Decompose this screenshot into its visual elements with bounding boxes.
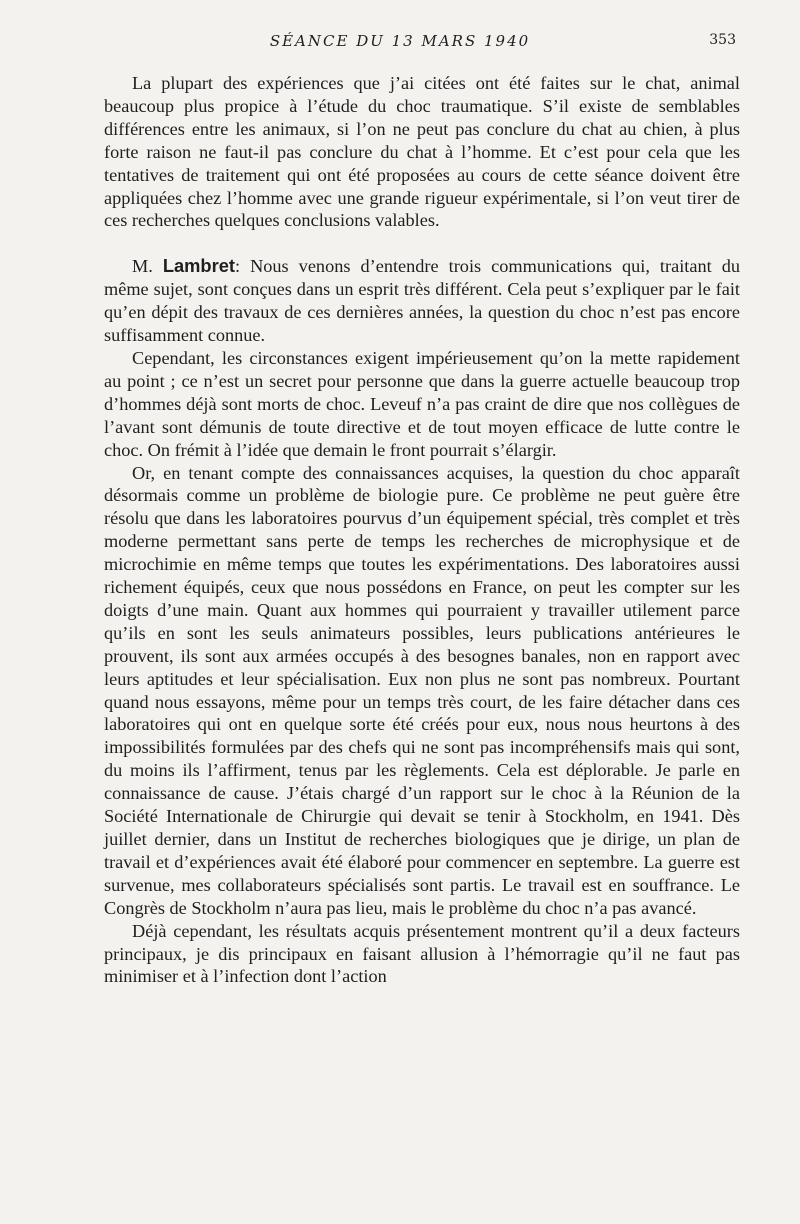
- speaker-name: Lambret: [162, 255, 235, 277]
- page-number: 353: [709, 32, 736, 48]
- speaker-text: : Nous venons d’entendre trois communications qui, traitant du même sujet, sont conçues dans un esprit très différent. Cela peut s’expliquer par le fait qu’en dépit des travaux de ces dernières années, la question du choc n’est pas encore suffisamment connue.: [104, 256, 740, 346]
- paragraph-speaker: [104, 255, 740, 347]
- paragraph: Déjà cependant, les résultats acquis présentement montrent qu’il a deux facteurs principaux, je dis principaux en faisant allusion à l’hémorragie qu’il ne faut pas minimiser et à l’infection dont l’action: [104, 920, 740, 987]
- speaker-prefix: M.: [132, 256, 153, 277]
- running-title: SÉANCE DU 13 MARS 1940: [269, 32, 531, 50]
- page-header: [0, 32, 800, 58]
- paragraph: Or, en tenant compte des connaissances acquises, la question du choc apparaît désormais comme un problème de biologie pure. Ce problème ne peut guère être résolu que dans les laboratoires pourvus d’un équipement spécial, très complet et très moderne permettant sans perte de temps les recherches de microphysique et de microchimie en même temps que toutes les expérimentations. Des laboratoires aussi richement équipés, ceux que nous possédons en France, on peut les compter sur les doigts d’une main. Quant aux hommes qui pourraient y travailler utilement parce qu’ils en sont les seuls animateurs possibles, leurs publications antérieures le prouvent, ils sont aux armées occupés à des besognes banales, non en rapport avec leurs aptitudes et leur spécialisation. Eux non plus ne sont pas nombreux. Pourtant quand nous essayons, même pour un temps très court, de les faire détacher dans ces laboratoires qui ont en quelque sorte été créés pour eux, nous nous heurtons à des impossibilités formulées par des chefs qui ne sont pas incompréhensifs mais qui sont, du moins ils l’affirment, tenus par les règlements. Cela est déplorable. Je parle en connaissance de cause. J’étais chargé d’un rapport sur le choc à la Réunion de la Société Internationale de Chirurgie qui devait se tenir à Stockholm, en 1941. Dès juillet dernier, dans un Institut de recherches biologiques que je dirige, un plan de travail et d’expériences avait été élaboré pour commencer en septembre. La guerre est survenue, mes collaborateurs spécialisés sont partis. Le travail est en souffrance. Le Congrès de Stockholm n’aura pas lieu, mais le problème du choc n’a pas avancé.: [104, 462, 740, 918]
- body-text: [104, 72, 740, 988]
- paragraph: Cependant, les circonstances exigent impérieusement qu’on la mette rapidement au point ; ce n’est un secret pour personne que dans la guerre actuelle beaucoup trop d’hommes déjà sont morts de choc. Leveuf n’a pas craint de dire que nos collègues de l’avant sont démunis de toute directive et de tout moyen efficace de lutte contre le choc. On frémit à l’idée que demain le front pourrait s’élargir.: [104, 347, 740, 460]
- paragraph: La plupart des expériences que j’ai citées ont été faites sur le chat, animal beaucoup plus propice à l’étude du choc traumatique. S’il existe de semblables différences entre les animaux, si l’on ne peut pas conclure du chat au chien, à plus forte raison ne faut-il pas conclure du chat à l’homme. Et c’est pour cela que les tentatives de traitement qui ont été proposées au cours de cette séance doivent être appliquées chez l’homme avec une grande rigueur expérimentale, si l’on veut tirer de ces recherches quelques conclusions valables.: [104, 73, 740, 231]
